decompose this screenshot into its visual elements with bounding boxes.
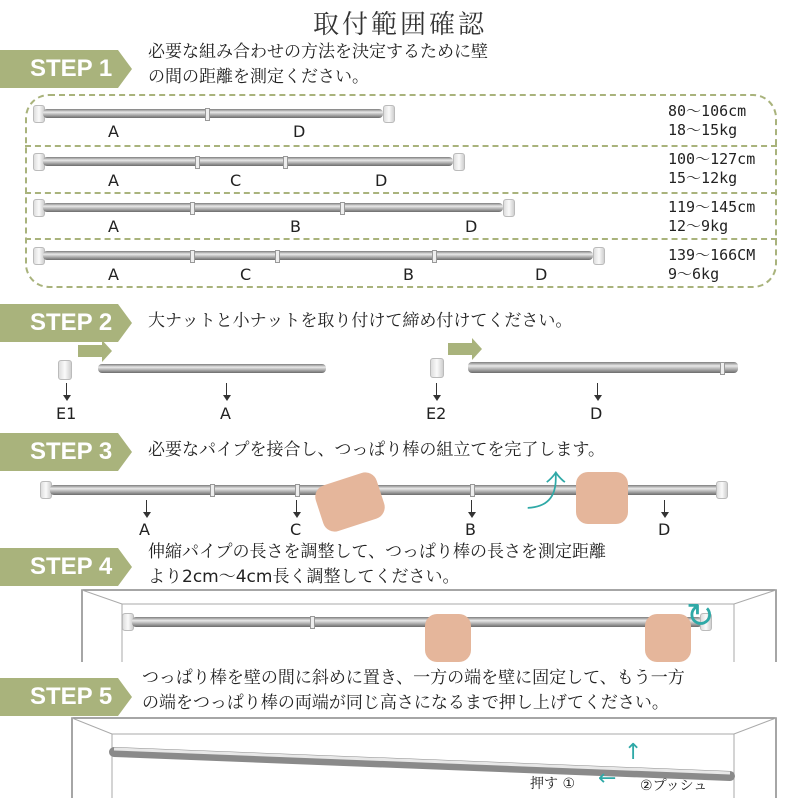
part-label: C <box>290 520 302 539</box>
step4-line2: より2cm〜4cm長く調整してください。 <box>148 567 460 587</box>
combo2-spec <box>668 150 755 188</box>
part-label: C <box>230 171 242 190</box>
step5-text <box>142 666 685 716</box>
rod-joint <box>190 202 195 215</box>
insert-arrow-icon <box>78 345 102 357</box>
rod-joint <box>195 156 200 169</box>
rod-joint <box>432 250 437 263</box>
part-label: C <box>240 265 252 284</box>
rod-joint <box>275 250 280 263</box>
adjust-rod <box>132 617 702 627</box>
part-label: D <box>658 520 671 539</box>
step4-line1: 伸縮パイプの長さを調整して、つっぱり棒の長さを測定距離 <box>148 542 606 562</box>
step2-text: 大ナットと小ナットを取り付けて締め付けてください。 <box>148 311 573 331</box>
part-label: D <box>535 265 548 284</box>
end-cap <box>593 247 605 265</box>
step5-line1: つっぱり棒を壁の間に斜めに置き、一方の端を壁に固定して、もう一方 <box>142 668 685 688</box>
left-arrow-icon: ← <box>598 766 617 791</box>
step5-line2: の端をつっぱり棒の両端が同じ高さになるまで押し上げてください。 <box>142 693 669 713</box>
row-divider <box>25 192 777 194</box>
hand-illustration <box>312 469 388 534</box>
push-label: 押す <box>530 776 558 792</box>
step2-badge: STEP 2 <box>0 304 118 342</box>
end-cap <box>716 481 728 499</box>
step4-badge: STEP 4 <box>0 548 118 586</box>
part-label: A <box>139 520 150 539</box>
rod-combo-2 <box>43 157 453 166</box>
hand-illustration <box>576 472 628 524</box>
rotate-arrow-icon: ⤴ <box>526 469 566 515</box>
pipe-d <box>468 362 738 373</box>
combo4-spec <box>668 246 755 284</box>
down-arrow-icon <box>597 383 598 397</box>
combo1-range: 80〜106cm <box>668 102 747 120</box>
insert-arrow-icon <box>448 343 472 355</box>
part-label: B <box>403 265 414 284</box>
down-arrow-icon <box>66 383 67 397</box>
nut-e1 <box>58 360 72 380</box>
push2-instruction <box>640 775 707 795</box>
hand-illustration <box>425 614 471 662</box>
down-arrow-icon <box>296 500 297 514</box>
combo1-load: 18〜15kg <box>668 121 738 139</box>
part-label: D <box>465 217 478 236</box>
rod-joint <box>310 616 315 629</box>
label-a: A <box>220 404 231 423</box>
rod-joint <box>283 156 288 169</box>
page-title: 取付範囲確認 <box>312 10 487 40</box>
down-arrow-icon <box>436 383 437 397</box>
end-cap <box>453 153 465 171</box>
rod-combo-3 <box>43 203 503 212</box>
step3-badge: STEP 3 <box>0 433 118 471</box>
step1-line1: 必要な組み合わせの方法を決定するために壁 <box>148 42 488 62</box>
push-instruction <box>530 773 575 793</box>
pipe-a <box>98 364 326 373</box>
rod-combo-4 <box>43 251 593 260</box>
end-cap <box>383 105 395 123</box>
step1-text <box>148 40 488 90</box>
rod-joint <box>295 484 300 497</box>
step1-badge: STEP 1 <box>0 50 118 88</box>
rod-joint <box>205 108 210 121</box>
step5-badge: STEP 5 <box>0 678 118 716</box>
rod-joint <box>720 362 725 375</box>
down-arrow-icon <box>471 500 472 514</box>
part-label: D <box>293 122 306 141</box>
rod-joint <box>190 250 195 263</box>
push2-label: プッシュ <box>652 778 708 794</box>
combo3-spec <box>668 198 755 236</box>
step4-text <box>148 540 606 590</box>
rod-joint <box>470 484 475 497</box>
part-label: B <box>290 217 301 236</box>
combo4-range: 139〜166CM <box>668 246 756 264</box>
combo1-spec <box>668 102 746 140</box>
rod-joint <box>210 484 215 497</box>
step1-line2: の間の距離を測定ください。 <box>148 67 369 87</box>
combo2-range: 100〜127cm <box>668 150 756 168</box>
rotate-arrow-icon: ↻ <box>686 596 715 636</box>
label-e1: E1 <box>56 404 77 423</box>
label-d: D <box>590 404 603 423</box>
nut-e2 <box>430 358 444 378</box>
down-arrow-icon <box>146 500 147 514</box>
end-cap <box>503 199 515 217</box>
part-label: A <box>108 122 119 141</box>
down-arrow-icon <box>226 383 227 397</box>
label-e2: E2 <box>426 404 447 423</box>
part-label: A <box>108 265 119 284</box>
row-divider <box>25 145 777 147</box>
combo3-load: 12〜9kg <box>668 217 729 235</box>
rod-joint <box>340 202 345 215</box>
down-arrow-icon <box>664 500 665 514</box>
part-label: A <box>108 217 119 236</box>
step3-text: 必要なパイプを接合し、つっぱり棒の組立てを完了します。 <box>148 440 605 460</box>
push2-number: ② <box>640 778 653 794</box>
part-label: B <box>465 520 476 539</box>
combo2-load: 15〜12kg <box>668 169 738 187</box>
part-label: D <box>375 171 388 190</box>
rod-combo-1 <box>43 109 383 118</box>
combo3-range: 119〜145cm <box>668 198 756 216</box>
combo4-load: 9〜6kg <box>668 265 720 283</box>
hand-illustration <box>645 614 691 662</box>
part-label: A <box>108 171 119 190</box>
row-divider <box>25 238 777 240</box>
push-number: ① <box>562 776 576 792</box>
up-arrow-icon: ↑ <box>624 740 643 765</box>
